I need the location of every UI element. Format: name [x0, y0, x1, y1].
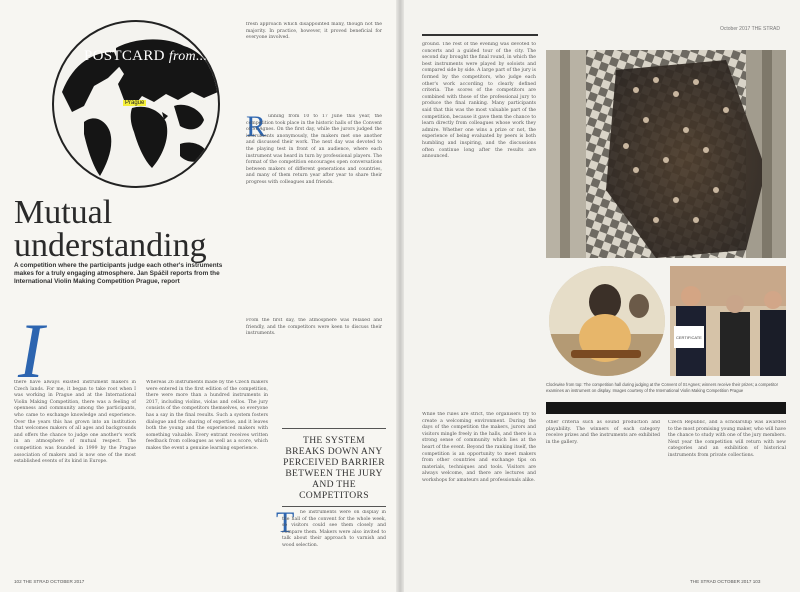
spine-gutter	[396, 0, 404, 592]
running-head: October 2017 THE STRAD	[720, 26, 780, 32]
column-7: other criteria such as sound production and playability. The winners of each category receive prizes and the instruments are exhibited in the gallery.	[546, 420, 660, 445]
postcard-title: POSTCARD from...	[84, 48, 208, 64]
folio-left: 102 THE STRAD OCTOBER 2017	[14, 579, 85, 584]
column-4: he instruments were on display in the hall of the convent for the whole week, so visitors could see them closely and compare them. Makers were also invited to talk about their approach to varnish and wood selection.	[282, 510, 386, 548]
drop-cap-r: R	[246, 110, 267, 143]
photo-caption: Clockwise from top: The competition hall during judging at the Convent of St Agnes; winners receive their prizes; a competitor examines an instrument on display. Images courtesy of the International Violin Making Competition Prague	[546, 382, 778, 393]
awards-photo	[670, 266, 786, 376]
article-headline: Mutual understanding	[14, 194, 207, 264]
folio-right: THE STRAD OCTOBER 2017 103	[690, 579, 761, 584]
certificate-text: CERTIFICATE	[676, 335, 702, 340]
pull-quote: THE SYSTEM BREAKS DOWN ANY PERCEIVED BARRIER BETWEEN THE JURY AND THE COMPETITORS	[282, 428, 386, 507]
column-3a: fresh approach which disappointed many, though not the majority. In practice, however, it proved beneficial for everyone involved.	[246, 22, 382, 41]
column-3b: unning from 10 to 17 June this year, the competition took place in the historic halls of the Convent of St Agnes. On the first day, while the jurors judged the instruments anonymously, the makers met one another and discussed their work. The next day was devoted to the playing test in front of an audience, where each instrument was heard in turn by professional players. The format of the competition encourages open conversations between makers of different generations and countries, and many of them return year after year to share their progress with colleagues and friends.	[246, 114, 382, 185]
competition-hall-image	[546, 50, 786, 258]
column-rule	[422, 34, 538, 36]
column-2: Whereas 26 instruments made by the Czech makers were entered in the first edition of the competition, there were more than a hundred instruments in 2017, including violins, violas and cellos. The jury consists of the competitors themselves, so everyone has a say in the final results. Such a system fosters dialogue and the sharing of expertise, and it leaves both the young and the experienced makers with something valuable. Every entrant receives written feedback from colleagues as well as a score, which makes the event a genuine learning experience.	[146, 380, 268, 451]
inset-photo	[549, 266, 665, 376]
drop-cap-i: I	[18, 307, 44, 394]
winners-ceremony-image	[670, 266, 786, 376]
hall-photo	[546, 50, 786, 258]
standfirst: A competition where the participants judge each other's instruments makes for a truly engaging atmosphere. Jan Spáčil reports from the International Violin Making Competition Prague, report	[14, 262, 223, 285]
column-1: there have always existed instrument makers in Czech lands. For me, it began to take root when I was working in Prague and at the International Violin Making Competition, there was a feeling of openness and community among the participants, who came to exchange knowledge and experience. Over the years this has grown into an institution that welcomes makers of all ages and backgrounds and offers the chance to judge one another's work in an atmosphere of mutual respect. The competition was founded in 1999 by the Prague association of makers and is now one of the most established events of its kind in Europe.	[14, 380, 136, 465]
column-3c: From the first day, the atmosphere was relaxed and friendly, and the competitors were keen to discuss their instruments.	[246, 318, 382, 337]
drop-cap-t: T	[276, 506, 295, 539]
black-bar	[546, 402, 786, 414]
maker-examining-image	[549, 266, 665, 376]
column-8: Czech Republic, and a scholarship was awarded to the most promising young maker, who will have the chance to study with one of the jury members. Next year the competition will return with new categories and an exhibition of historical instruments from private collections.	[668, 420, 786, 458]
column-6: While the rules are strict, the organisers try to create a welcoming environment. During the days of the competition the makers, jurors and visitors mingle freely in the halls, and there is a strong sense of community which lies at the heart of the event. Beyond the ranking itself, the competition is an opportunity to meet makers from other countries and exchange tips on materials, techniques and tools. Visitors are always welcome, and there are lectures and workshops for amateurs and professionals alike.	[422, 412, 536, 483]
city-label: Prague	[125, 100, 145, 106]
column-5: ground. The rest of the evening was devoted to concerts and a guided tour of the city. The second day brought the final round, in which the best instruments were played by soloists and compared side by side. A large part of the jury is formed by the competitors, who judge each other's work according to clearly defined criteria. The scores of the competitors are combined with those of the professional jury to produce the final ranking. Many participants said that this was the most valuable part of the competition, because it gave them the chance to learn directly from colleagues whose work they admire. Whether one wins a prize or not, the experience of being evaluated by peers is both humbling and inspiring, and the discussions often continue long after the results are announced.	[422, 42, 536, 160]
